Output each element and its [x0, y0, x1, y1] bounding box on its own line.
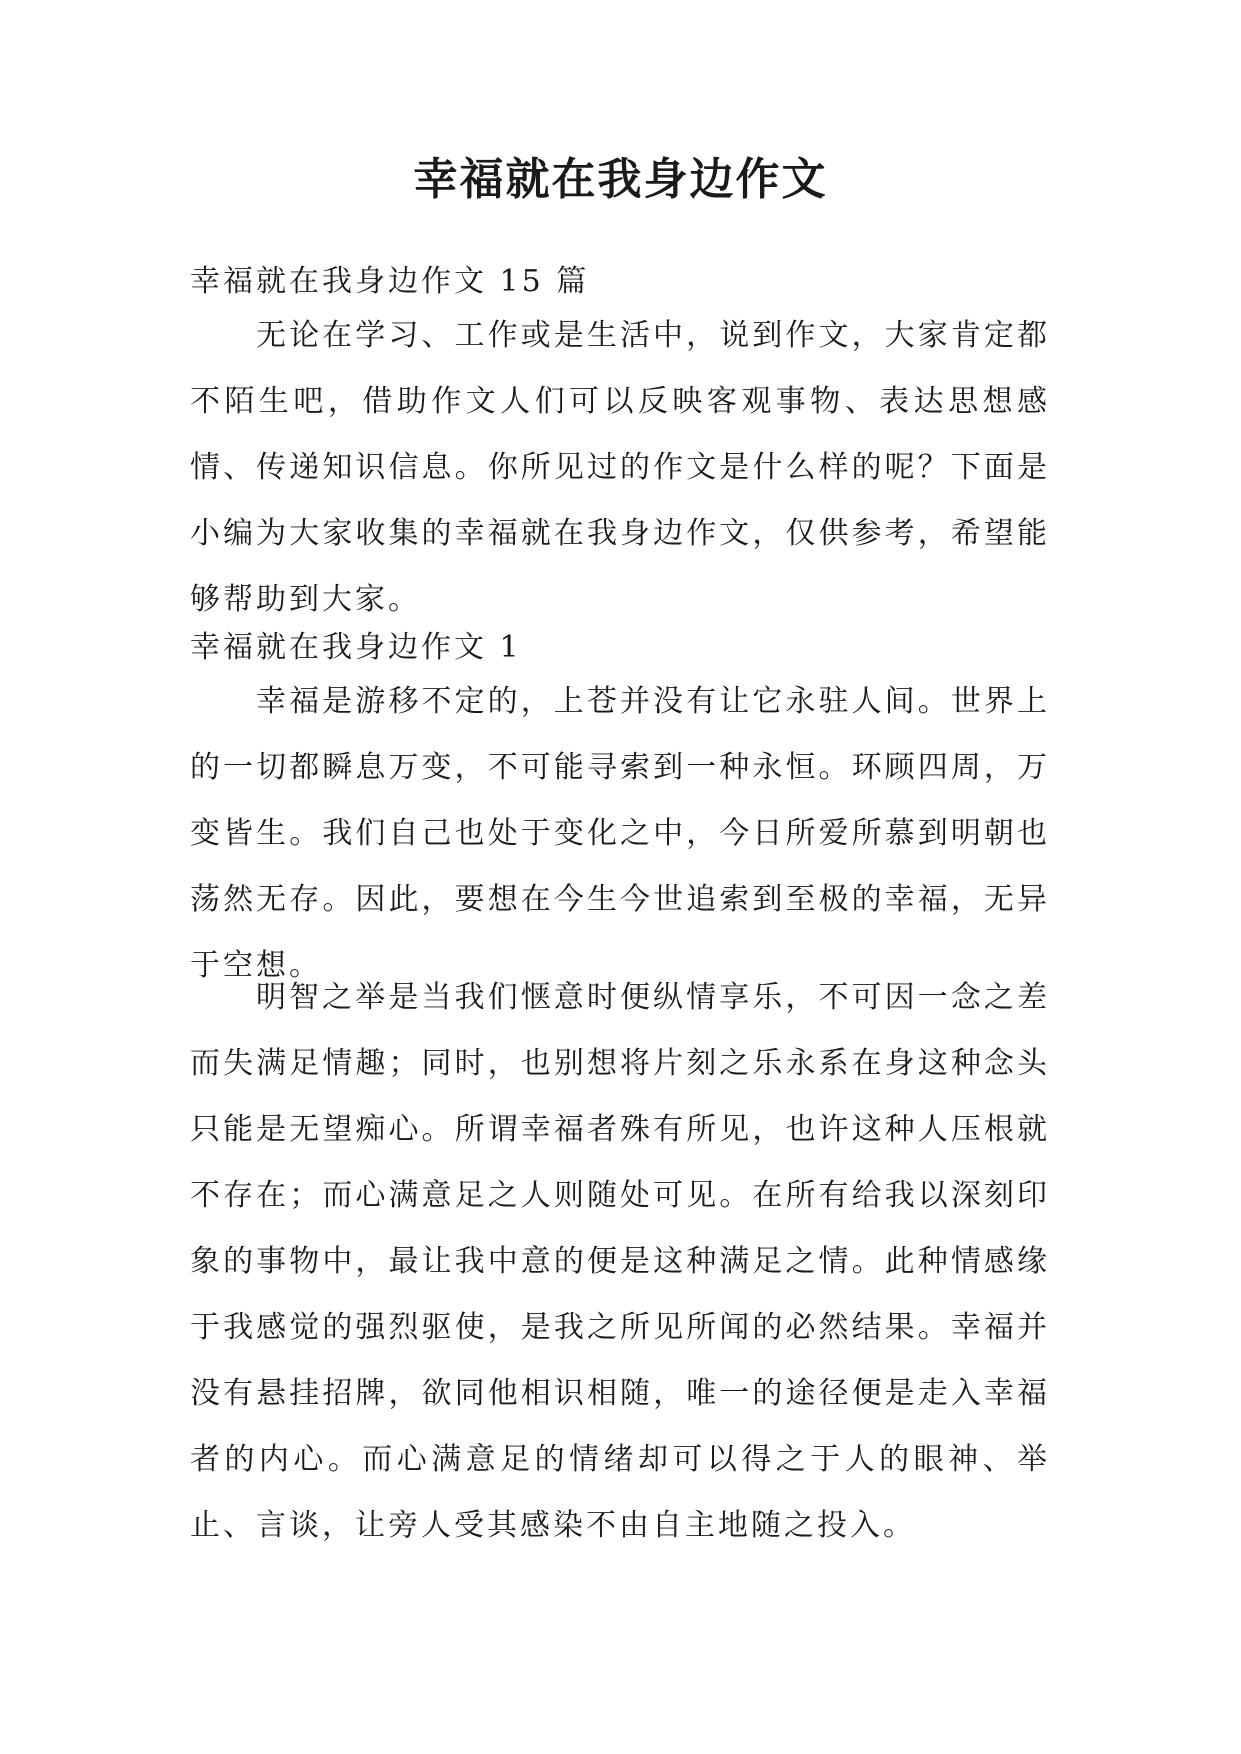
- essay-1-heading: 幸福就在我身边作文 1: [190, 630, 522, 665]
- essay-1-paragraph-2: 明智之举是当我们惬意时便纵情享乐，不可因一念之差而失满足情趣；同时，也别想将片刻之乐永系在身这种念头只能是无望痴心。所谓幸福者殊有所见，也许这种人压根就不存在；而心满意足之人则随处可见。在所有给我以深刻印象的事物中，最让我中意的便是这种满足之情。此种情感缘于我感觉的强烈驱使，是我之所见所闻的必然结果。幸福并没有悬挂招牌，欲同他相识相随，唯一的途径便是走入幸福者的内心。而心满意足的情绪却可以得之于人的眼神、举止、言谈，让旁人受其感染不由自主地随之投入。: [190, 980, 1050, 1543]
- intro-paragraph: 无论在学习、工作或是生活中，说到作文，大家肯定都不陌生吧，借助作文人们可以反映客观事物、表达思想感情、传递知识信息。你所见过的作文是什么样的呢？下面是小编为大家收集的幸福就在我身边作文，仅供参考，希望能够帮助到大家。: [190, 318, 1050, 617]
- collection-heading: 幸福就在我身边作文 15 篇: [190, 264, 590, 299]
- essay-1-paragraph-1: 幸福是游移不定的，上苍并没有让它永驻人间。世界上的一切都瞬息万变，不可能寻索到一种永恒。环顾四周，万变皆生。我们自己也处于变化之中，今日所爱所慕到明朝也荡然无存。因此，要想在今生今世追索到至极的幸福，无异于空想。: [190, 684, 1050, 983]
- document-title: 幸福就在我身边作文: [413, 154, 828, 205]
